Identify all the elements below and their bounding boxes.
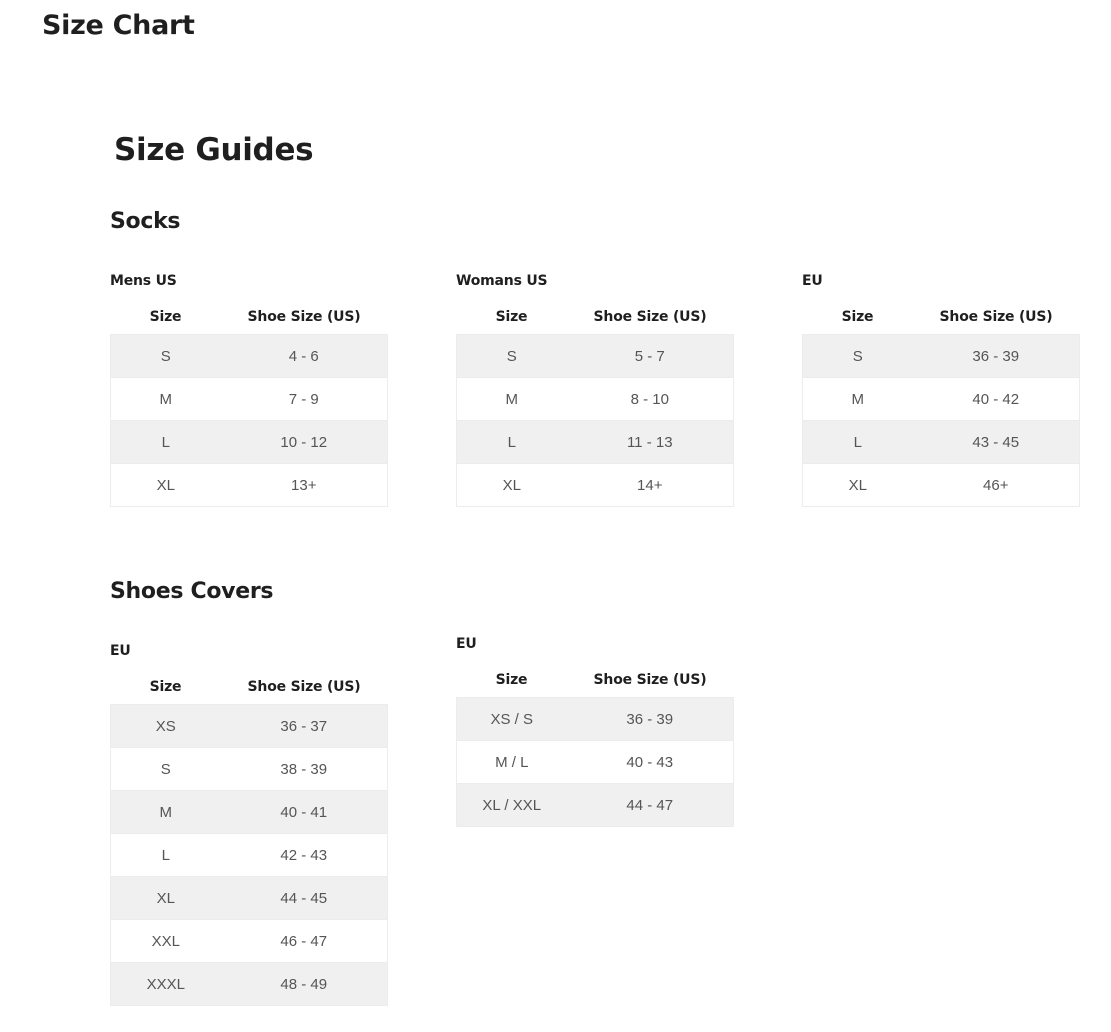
shoe-covers-section-title: Shoes Covers (110, 579, 274, 604)
table-row (457, 784, 734, 827)
size-cell: XS (111, 705, 221, 748)
shoe-size-cell: 10 - 12 (221, 421, 388, 464)
table-row (111, 877, 388, 920)
size-cell: XL (111, 877, 221, 920)
column-header-shoe-size: Shoe Size (US) (593, 672, 707, 688)
table-header-row (111, 671, 388, 705)
size-cell: S (111, 748, 221, 791)
socks-section-title: Socks (110, 209, 181, 234)
shoe-covers-eu-group-1 (110, 641, 388, 1006)
table-row (803, 421, 1080, 464)
size-cell: L (111, 421, 221, 464)
size-cell: M (111, 378, 221, 421)
shoe-size-cell: 44 - 45 (221, 877, 388, 920)
shoe-size-cell: 40 - 41 (221, 791, 388, 834)
shoe-size-cell: 7 - 9 (221, 378, 388, 421)
size-cell: L (803, 421, 913, 464)
table-header-row (111, 301, 388, 335)
size-cell: M (457, 378, 567, 421)
table-row (457, 421, 734, 464)
socks-womans-us-table (456, 301, 734, 507)
table-label: EU (456, 636, 477, 652)
size-cell: XXXL (111, 963, 221, 1006)
size-cell: M (803, 378, 913, 421)
size-cell: L (457, 421, 567, 464)
table-row (111, 748, 388, 791)
table-label: EU (802, 273, 823, 289)
size-cell: XXL (111, 920, 221, 963)
socks-eu-table (802, 301, 1080, 507)
shoe-covers-eu-table-2 (456, 664, 734, 827)
table-row (457, 698, 734, 741)
shoe-size-cell: 40 - 42 (913, 378, 1080, 421)
size-cell: XL (803, 464, 913, 507)
shoe-size-cell: 40 - 43 (567, 741, 734, 784)
column-header-size: Size (841, 309, 874, 325)
socks-eu-group (802, 271, 1080, 507)
table-row (457, 335, 734, 378)
table-header-row (457, 301, 734, 335)
table-header-row (457, 664, 734, 698)
table-header-row (803, 301, 1080, 335)
size-cell: S (457, 335, 567, 378)
size-cell: S (803, 335, 913, 378)
column-header-shoe-size: Shoe Size (US) (247, 309, 361, 325)
table-row (111, 834, 388, 877)
table-row (803, 464, 1080, 507)
table-row (111, 920, 388, 963)
column-header-size: Size (149, 309, 182, 325)
table-row (457, 378, 734, 421)
column-header-shoe-size: Shoe Size (US) (593, 309, 707, 325)
shoe-size-cell: 36 - 39 (913, 335, 1080, 378)
column-header-size: Size (149, 679, 182, 695)
socks-womans-us-group (456, 271, 734, 507)
table-row (111, 705, 388, 748)
shoe-size-cell: 14+ (567, 464, 734, 507)
column-header-size: Size (495, 309, 528, 325)
table-label: Mens US (110, 273, 177, 289)
table-row (803, 335, 1080, 378)
table-row (457, 741, 734, 784)
shoe-size-cell: 48 - 49 (221, 963, 388, 1006)
socks-mens-us-group (110, 271, 388, 507)
shoe-size-cell: 5 - 7 (567, 335, 734, 378)
shoe-size-cell: 46+ (913, 464, 1080, 507)
shoe-size-cell: 36 - 39 (567, 698, 734, 741)
size-cell: M / L (457, 741, 567, 784)
table-label: EU (110, 643, 131, 659)
socks-mens-us-table (110, 301, 388, 507)
table-label: Womans US (456, 273, 548, 289)
size-cell: XS / S (457, 698, 567, 741)
shoe-size-cell: 42 - 43 (221, 834, 388, 877)
table-row (111, 963, 388, 1006)
shoe-size-cell: 8 - 10 (567, 378, 734, 421)
column-header-size: Size (495, 672, 528, 688)
shoe-covers-eu-table-1 (110, 671, 388, 1006)
shoe-size-cell: 46 - 47 (221, 920, 388, 963)
size-cell: M (111, 791, 221, 834)
size-cell: XL (457, 464, 567, 507)
size-cell: XL (111, 464, 221, 507)
shoe-size-cell: 38 - 39 (221, 748, 388, 791)
size-cell: L (111, 834, 221, 877)
size-cell: XL / XXL (457, 784, 567, 827)
shoe-size-cell: 43 - 45 (913, 421, 1080, 464)
table-row (111, 378, 388, 421)
page-title: Size Chart (42, 10, 195, 41)
shoe-size-cell: 13+ (221, 464, 388, 507)
size-guides-title: Size Guides (114, 132, 314, 168)
shoe-size-cell: 44 - 47 (567, 784, 734, 827)
shoe-size-cell: 4 - 6 (221, 335, 388, 378)
shoe-size-cell: 11 - 13 (567, 421, 734, 464)
size-cell: S (111, 335, 221, 378)
table-row (111, 791, 388, 834)
column-header-shoe-size: Shoe Size (US) (247, 679, 361, 695)
table-row (111, 421, 388, 464)
column-header-shoe-size: Shoe Size (US) (939, 309, 1053, 325)
table-row (111, 335, 388, 378)
table-row (457, 464, 734, 507)
shoe-covers-eu-group-2 (456, 634, 734, 827)
shoe-size-cell: 36 - 37 (221, 705, 388, 748)
table-row (803, 378, 1080, 421)
table-row (111, 464, 388, 507)
